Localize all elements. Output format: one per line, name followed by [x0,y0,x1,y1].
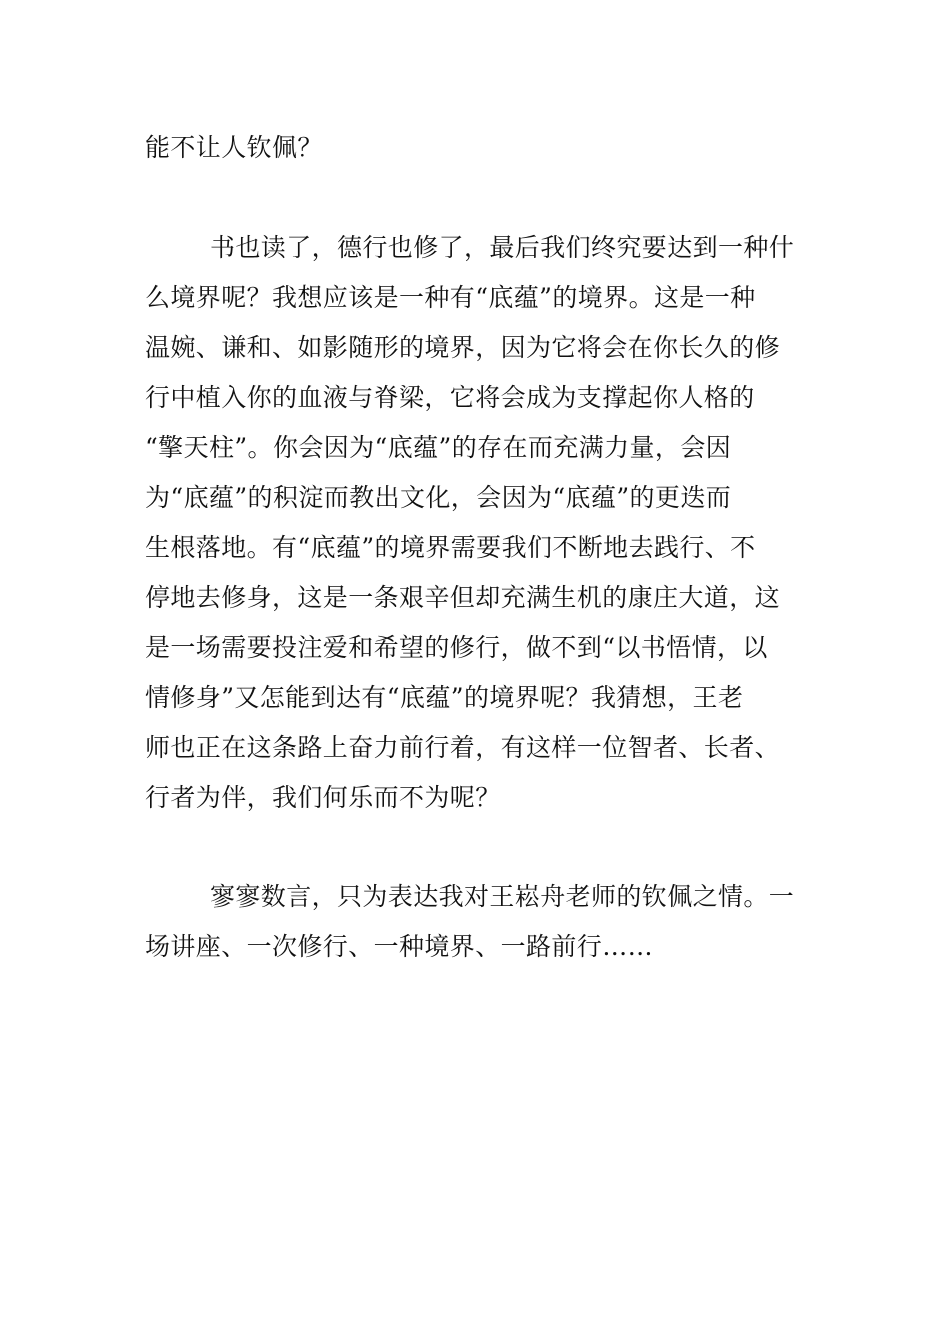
paragraph-2-line-2: 么境界呢？我想应该是一种有“底蕴”的境界。这是一种 [145,283,756,312]
paragraph-1-line-1: 能不让人钦佩？ [145,133,323,162]
paragraph-3-line-1: 寥寥数言，只为表达我对王崧舟老师的钦佩之情。一 [210,882,795,911]
paragraph-3-line-2: 场讲座、一次修行、一种境界、一路前行…… [145,932,654,961]
paragraph-2-line-11: 师也正在这条路上奋力前行着，有这样一位智者、长者、 [145,733,781,762]
paragraph-2-line-6: 为“底蕴”的积淀而教出文化，会因为“底蕴”的更迭而 [145,483,732,512]
paragraph-2-line-3: 温婉、谦和、如影随形的境界，因为它将会在你长久的修 [145,333,781,362]
paragraph-2-line-5: “擎天柱”。你会因为“底蕴”的存在而充满力量，会因 [145,433,732,462]
paragraph-2-line-8: 停地去修身，这是一条艰辛但却充满生机的康庄大道，这 [145,583,781,612]
paragraph-2-line-1: 书也读了，德行也修了，最后我们终究要达到一种什 [210,233,795,262]
paragraph-2-line-12: 行者为伴，我们何乐而不为呢？ [145,783,501,812]
paragraph-2-line-7: 生根落地。有“底蕴”的境界需要我们不断地去践行、不 [145,533,756,562]
paragraph-2-line-9: 是一场需要投注爱和希望的修行，做不到“以书悟情，以 [145,633,768,662]
paragraph-2-line-10: 情修身”又怎能到达有“底蕴”的境界呢？我猜想，王老 [145,683,744,712]
paragraph-2-line-4: 行中植入你的血液与脊梁，它将会成为支撑起你人格的 [145,383,755,412]
